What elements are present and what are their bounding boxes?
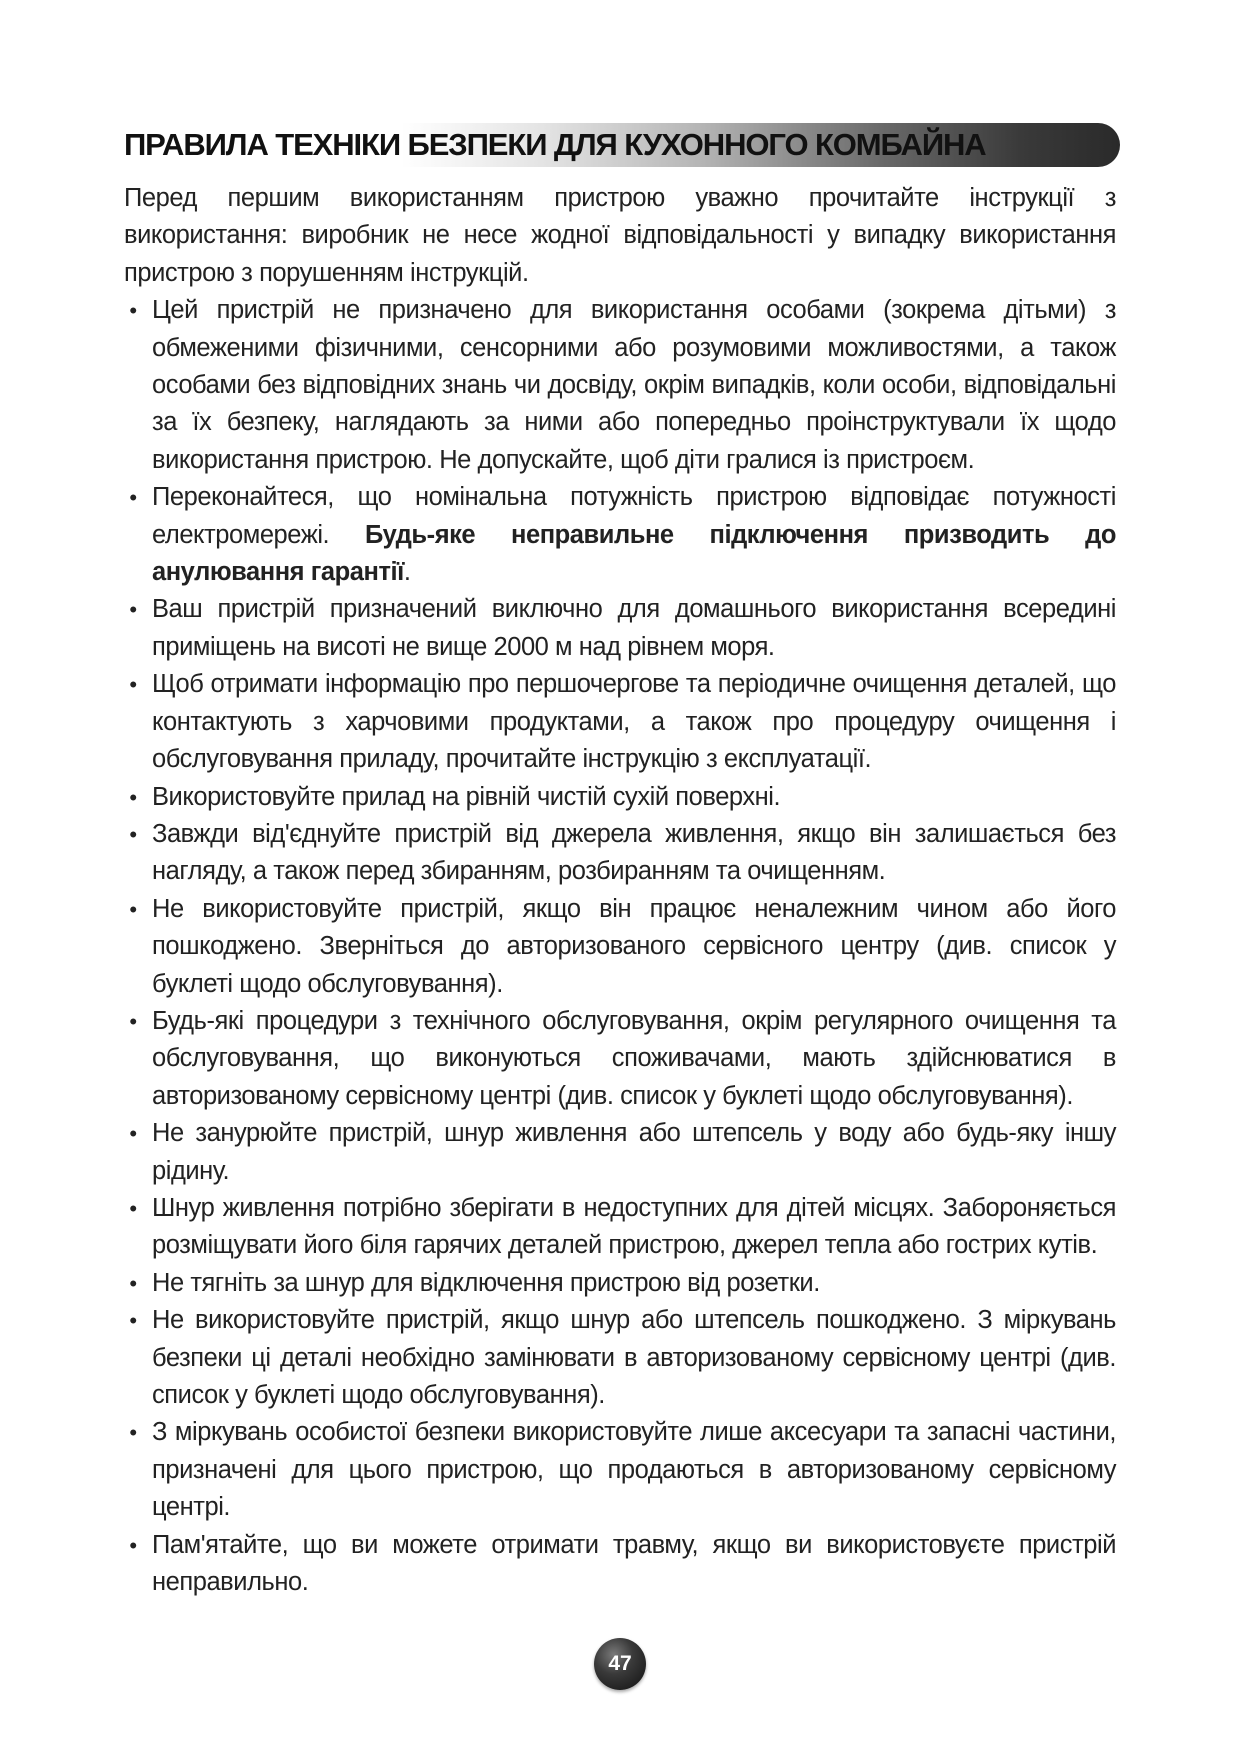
list-item (124, 816, 1116, 891)
bullet-icon: • (129, 1420, 137, 1446)
bullet-icon: • (129, 1195, 137, 1221)
list-item-text: Завжди від'єднуйте пристрій від джерела живлення, якщо він залишається без нагляду, а також перед збиранням, розбиранням та очищенням. (152, 819, 1116, 886)
list-item-text: Щоб отримати інформацію про першочергове та періодичне очищення деталей, що контактують з харчовими продуктами, а також про процедуру очищення і обслуговування приладу, прочитайте інструкцію з експлуатації. (152, 670, 1116, 774)
list-item (124, 1265, 1116, 1302)
list-item (124, 479, 1116, 591)
list-item-text: Не використовуйте пристрій, якщо він працює неналежним чином або його пошкоджено. Зверніться до авторизованого сервісного центру (див. список у буклеті щодо обслуговування). (152, 894, 1116, 998)
bullet-icon: • (129, 821, 137, 847)
bullet-icon: • (129, 672, 137, 698)
list-item (124, 666, 1116, 778)
list-item (124, 591, 1116, 666)
list-item-text: Не використовуйте пристрій, якщо шнур або штепсель пошкоджено. З міркувань безпеки ці деталі необхідно замінювати в авторизованому сервісному центрі (див. список у буклеті щодо обслуговування). (152, 1306, 1116, 1409)
list-item-text: З міркувань особистої безпеки використовуйте лише аксесуари та запасні частини, призначені для цього пристрою, що продаються в авторизованому сервісному центрі. (152, 1418, 1116, 1522)
bullet-icon: • (129, 597, 137, 623)
warranty-warning: Будь-яке неправильне підключення призводить до анулювання гарантії (152, 520, 1116, 587)
page-number-badge (594, 1638, 646, 1690)
bullet-icon: • (129, 1008, 137, 1034)
list-item (124, 1190, 1116, 1265)
bullet-icon: • (129, 784, 137, 810)
list-item (124, 779, 1116, 816)
list-item-text: Не занурюйте пристрій, шнур живлення або штепсель у воду або будь-яку іншу рідину. (152, 1119, 1116, 1185)
safety-rules-list (124, 292, 1116, 1601)
bullet-icon: • (129, 485, 137, 511)
list-item-text: Будь-які процедури з технічного обслуговування, окрім регулярного очищення та обслуговування, що виконуються споживачами, мають здійснюватися в авторизованому сервісному центрі (див. список у буклеті щодо обслуговування). (152, 1006, 1116, 1110)
list-item-text: Ваш пристрій призначений виключно для домашнього використання всередині приміщень на висоті не вище 2000 м над рівнем моря. (152, 595, 1116, 661)
list-item (124, 1527, 1116, 1602)
list-item (124, 292, 1116, 479)
list-item-text: Цей пристрій не призначено для використання особами (зокрема дітьми) з обмеженими фізичними, сенсорними або розумовими можливостями, а також особами без відповідних знань чи досвіду, окрім випадків, коли особи, відповідальні за їх безпеку, наглядають за ними або попередньо проінструктували їх щодо використання пристрою. Не допускайте, щоб діти гралися із пристроєм. (152, 296, 1116, 474)
list-item (124, 1003, 1116, 1115)
list-item (124, 1302, 1116, 1414)
bullet-icon: • (129, 896, 137, 922)
page-title: ПРАВИЛА ТЕХНІКИ БЕЗПЕКИ ДЛЯ КУХОННОГО КОМБАЙНА (124, 127, 986, 162)
list-item-text-period: . (403, 558, 411, 587)
list-item-text-regular: Переконайтеся, що номінальна потужність пристрою відповідає потужності електромережі. (152, 483, 1116, 549)
bullet-icon: • (129, 1532, 137, 1558)
list-item (124, 1414, 1116, 1526)
bullet-icon: • (129, 1270, 137, 1296)
bullet-icon: • (129, 298, 137, 324)
list-item-text: Пам'ятайте, що ви можете отримати травму, якщо ви використовуєте пристрій неправильно. (152, 1530, 1116, 1597)
intro-paragraph: Перед першим використанням пристрою уважно прочитайте інструкції з використання: виробник не несе жодної відповідальності у випадку використання пристрою з порушенням інструкцій. (124, 184, 1116, 287)
list-item-text: Використовуйте прилад на рівній чистій сухій поверхні. (152, 782, 781, 811)
page-body (124, 180, 1116, 1601)
list-item (124, 891, 1116, 1003)
list-item-text: Не тягніть за шнур для відключення пристрою від розетки. (152, 1268, 820, 1297)
list-item-text: Шнур живлення потрібно зберігати в недоступних для дітей місцях. Забороняється розміщувати його біля гарячих деталей пристрою, джерел тепла або гострих кутів. (152, 1193, 1116, 1260)
bullet-icon: • (129, 1121, 137, 1147)
list-item (124, 1115, 1116, 1190)
page-number: 47 (608, 1652, 632, 1675)
bullet-icon: • (129, 1308, 137, 1334)
list-item-text (152, 483, 1116, 586)
